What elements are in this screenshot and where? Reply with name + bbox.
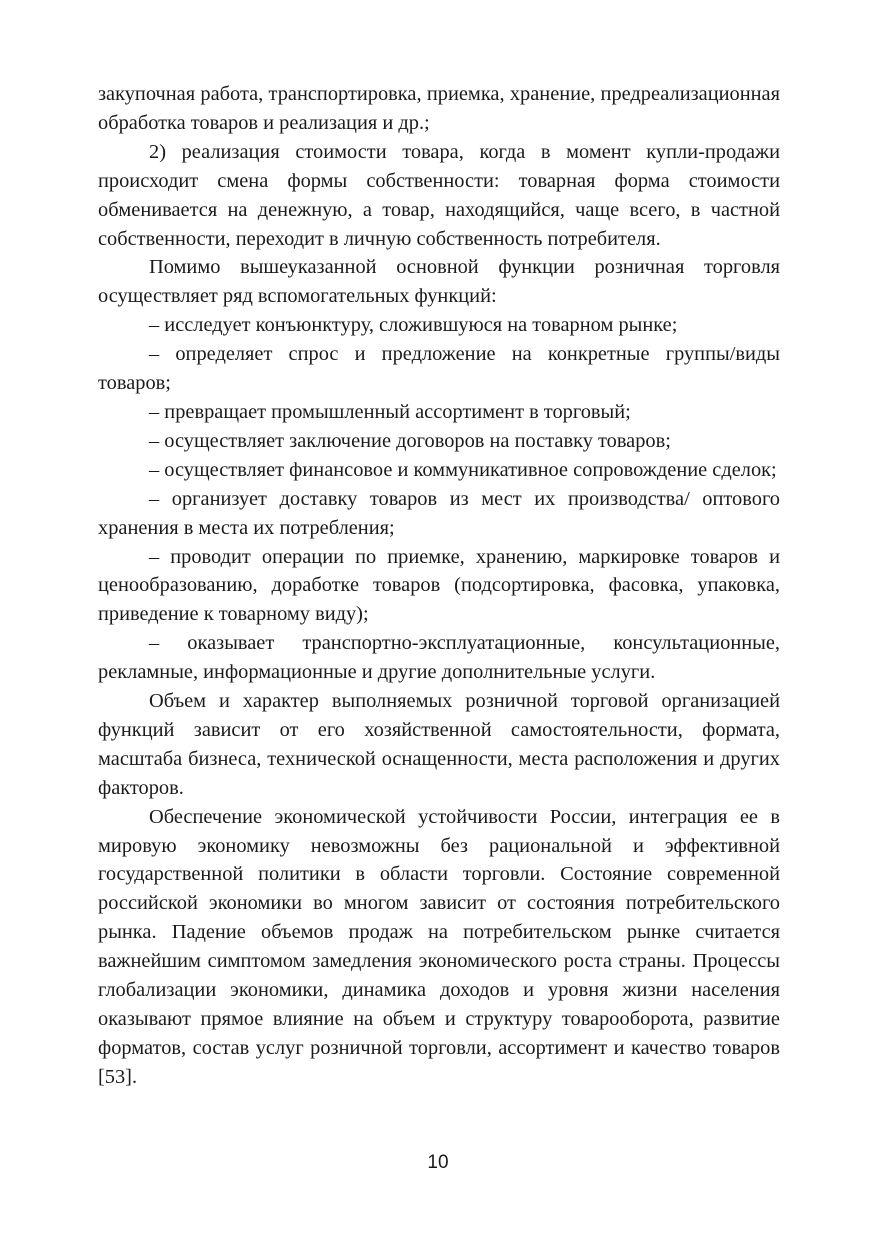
list-item: – оказывает транспортно-эксплуатационные, консультационные, рекламные, информационные и другие дополнительные услуги. — [98, 632, 780, 684]
list-item: – исследует конъюнктуру, сложившуюся на товарном рынке; — [149, 314, 678, 337]
paragraph-auxiliary-functions-intro: Помимо вышеуказанной основной функции розничная торговля осуществляет ряд вспомогательных функций: — [98, 256, 780, 308]
list-item: – осуществляет заключение договоров на поставку товаров; — [149, 429, 671, 452]
paragraph-economic-stability: Обеспечение экономической устойчивости России, интеграция ее в мировую экономику невозможны без рациональной и эффективной государственной политики в области торговли. Состояние современной российской экономики во многом зависит от состояния потребительского рынка. Падение объемов продаж на потребительском рынке считается важнейшим симптомом замедления экономического роста страны. Процессы глобализации экономики, динамика доходов и уровня жизни населения оказывают прямое влияние на объем и структуру товарооборота, развитие форматов, состав услуг розничной торговли, ассортимент и качество товаров [53]. — [98, 805, 780, 1088]
list-item: – определяет спрос и предложение на конкретные группы/виды товаров; — [98, 343, 780, 395]
list-item: – организует доставку товаров из мест их производства/ оптового хранения в места их потребления; — [98, 487, 780, 539]
paragraph-scope-of-functions: Объем и характер выполняемых розничной торговой организацией функций зависит от его хозяйственной самостоятельности, формата, масштаба бизнеса, технической оснащенности, места расположения и других факторов. — [98, 690, 780, 799]
list-item: – проводит операции по приемке, хранению, маркировке товаров и ценообразованию, доработке товаров (подсортировка, фасовка, упаковка, приведение к товарному виду); — [98, 545, 780, 626]
page-body — [98, 80, 780, 1092]
paragraph-value-realization: 2) реализация стоимости товара, когда в момент купли-продажи происходит смена формы собственности: товарная форма стоимости обменивается на денежную, а товар, находящийся, чаще всего, в частной собственности, переходит в личную собственность потребителя. — [98, 140, 780, 250]
paragraph-continuation: закупочная работа, транспортировка, приемка, хранение, предреализационная обработка товаров и реализация и др.; — [98, 83, 780, 134]
list-item: – осуществляет финансовое и коммуникативное сопровождение сделок; — [149, 458, 777, 481]
list-item: – превращает промышленный ассортимент в торговый; — [149, 400, 631, 423]
page-number: 10 — [427, 1152, 449, 1173]
